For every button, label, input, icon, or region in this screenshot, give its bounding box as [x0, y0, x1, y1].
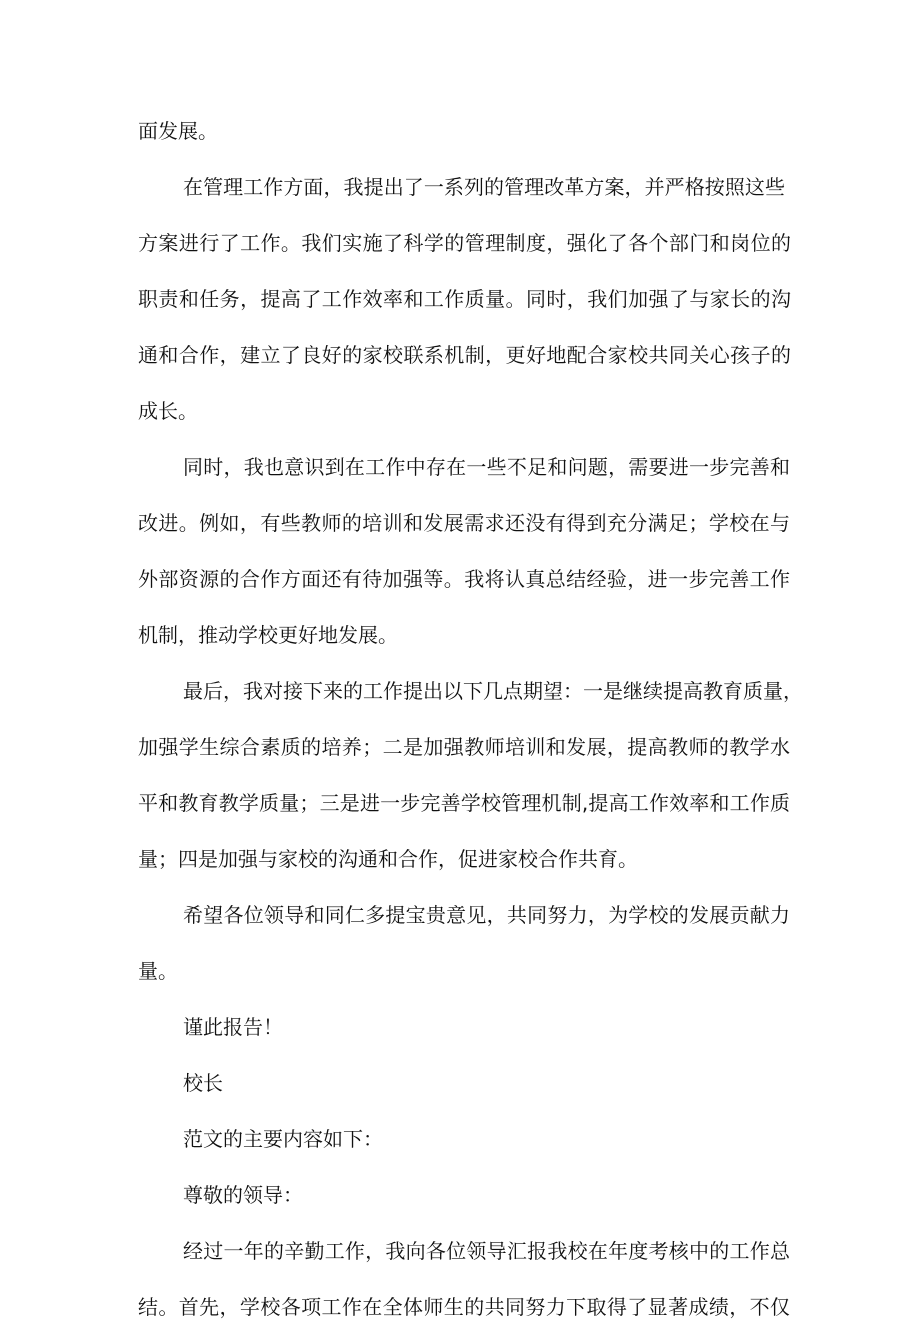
- text-line: 经过一年的辛勤工作，我向各位领导汇报我校在年度考核中的工作总: [183, 1239, 790, 1263]
- text-line: 改进。例如，有些教师的培训和发展需求还没有得到充分满足；学校在与: [138, 511, 790, 535]
- text-line: 职责和任务，提高了工作效率和工作质量。同时，我们加强了与家长的沟: [138, 287, 791, 311]
- text-line: 尊敬的领导：: [183, 1183, 303, 1207]
- text-line: 量。: [138, 959, 178, 983]
- text-line: 面发展。: [138, 119, 218, 143]
- text-line: 外部资源的合作方面还有待加强等。我将认真总结经验，进一步完善工作: [138, 567, 790, 591]
- text-line: 加强学生综合素质的培养；二是加强教师培训和发展，提高教师的教学水: [138, 735, 790, 759]
- text-line: 机制，推动学校更好地发展。: [138, 623, 398, 647]
- text-line: 通和合作，建立了良好的家校联系机制，更好地配合家校共同关心孩子的: [138, 343, 791, 367]
- text-line: 希望各位领导和同仁多提宝贵意见，共同努力，为学校的发展贡献力: [183, 903, 790, 927]
- text-line: 校长: [183, 1071, 223, 1095]
- text-line: 同时，我也意识到在工作中存在一些不足和问题，需要进一步完善和: [183, 455, 790, 479]
- text-line: 平和教育教学质量；三是进一步完善学校管理机制,提高工作效率和工作质: [138, 791, 790, 815]
- text-line: 范文的主要内容如下：: [183, 1127, 383, 1151]
- text-line: 成长。: [138, 399, 198, 423]
- text-line: 方案进行了工作。我们实施了科学的管理制度，强化了各个部门和岗位的: [138, 231, 791, 255]
- text-line: 结。首先，学校各项工作在全体师生的共同努力下取得了显著成绩，不仅: [138, 1295, 790, 1319]
- text-line: 最后，我对接下来的工作提出以下几点期望：一是继续提高教育质量，: [183, 679, 803, 703]
- text-line: 量；四是加强与家校的沟通和合作，促进家校合作共育。: [138, 847, 638, 871]
- text-line: 在管理工作方面，我提出了一系列的管理改革方案，并严格按照这些: [183, 175, 785, 199]
- text-line: 谨此报告！: [183, 1015, 283, 1039]
